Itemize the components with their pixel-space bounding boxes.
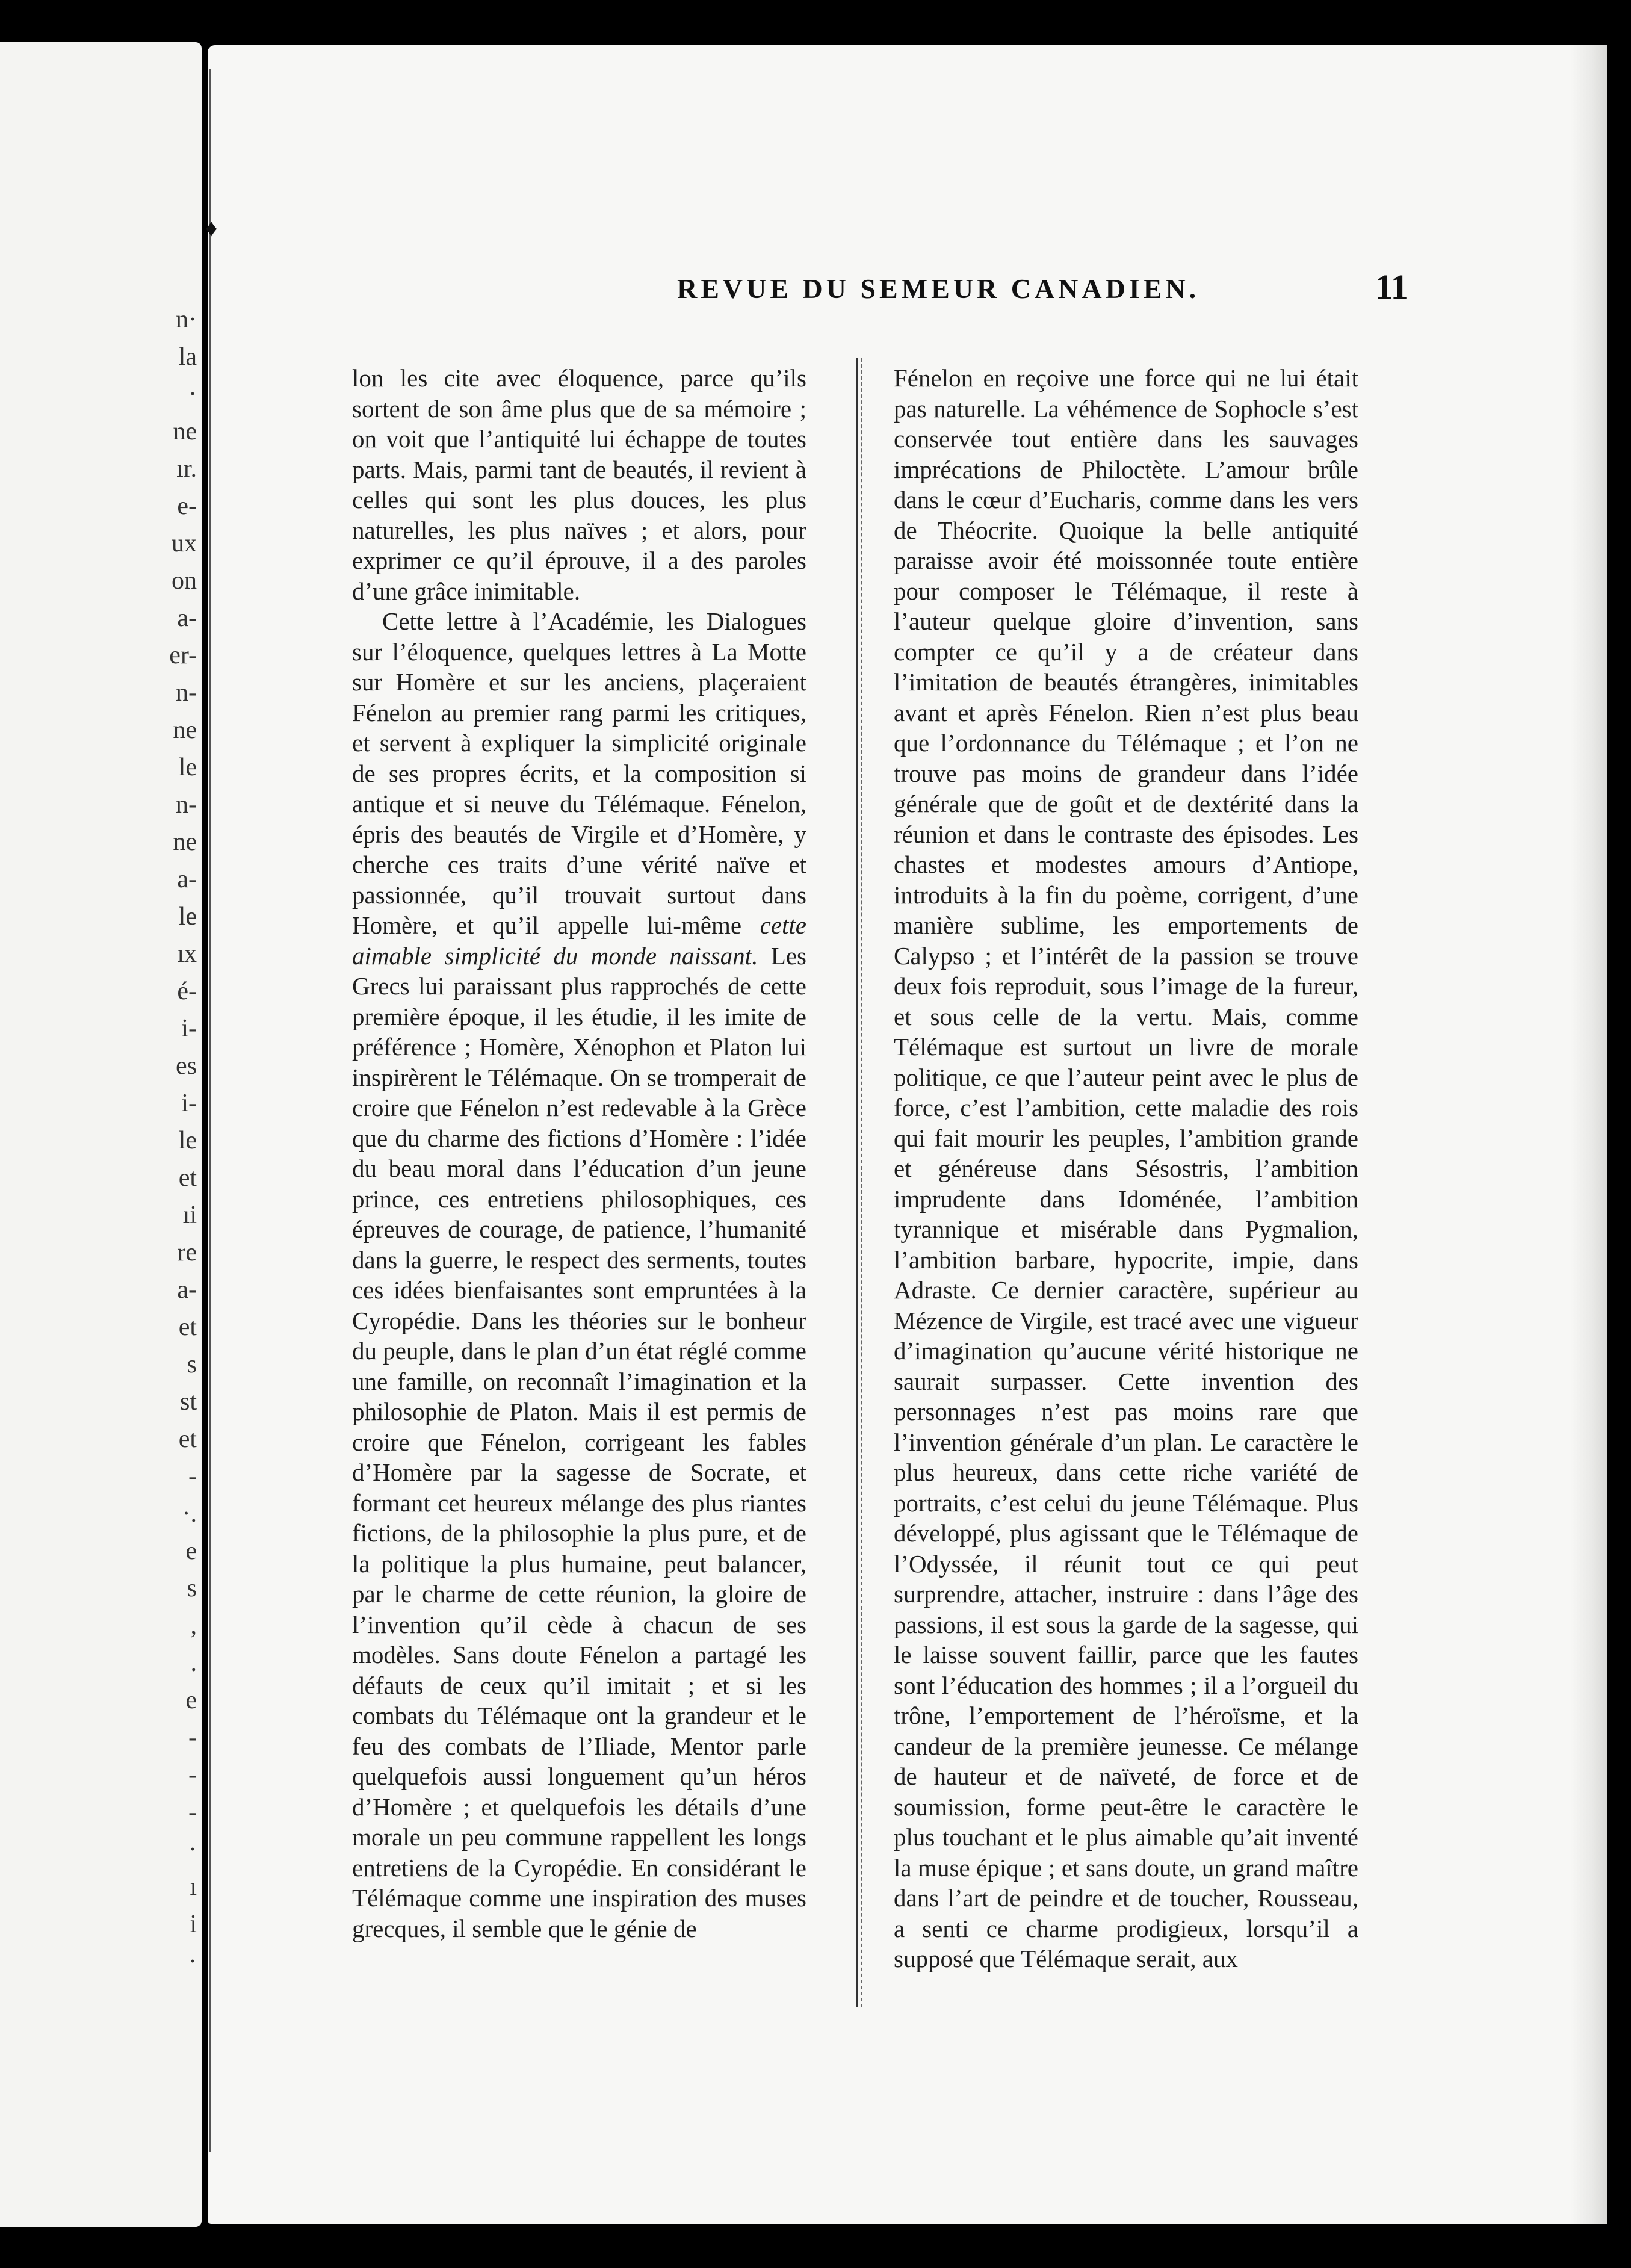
- facing-page-text-fragment: ıi: [182, 1201, 197, 1229]
- facing-page-text-fragment: ·: [188, 380, 197, 408]
- facing-page-text-fragment: i-: [181, 1089, 197, 1117]
- column-rule-dashed: [861, 358, 862, 2007]
- facing-page-text-fragment: et: [178, 1425, 197, 1453]
- facing-page-text-fragment: on: [172, 567, 197, 595]
- facing-page-text-fragment: i: [190, 1910, 197, 1938]
- facing-page-text-fragment: s: [187, 1575, 197, 1602]
- facing-page-fragment: [0, 42, 202, 2227]
- facing-page-text-fragment: le: [178, 1127, 197, 1154]
- facing-page-text-fragment: ux: [172, 530, 197, 557]
- facing-page-text-fragment: s: [187, 1351, 197, 1378]
- facing-page-text-fragment: -: [188, 1463, 197, 1490]
- page-number: 11: [1375, 267, 1408, 306]
- page-edge-shadow: [1571, 45, 1607, 2224]
- quotation-italic: cette aimable simplicité du monde naissant.: [352, 911, 807, 970]
- binding-edge: [209, 69, 211, 2152]
- facing-page-text-fragment: ne: [173, 828, 197, 856]
- facing-page-text-fragment: ne: [173, 418, 197, 445]
- facing-page-text-fragment: st: [179, 1388, 197, 1416]
- paragraph: [352, 606, 806, 1944]
- facing-page-text-fragment: le: [178, 903, 197, 931]
- paragraph-text: Cette lettre à l’Académie, les Dialogues sur l’éloquence, quelques lettres à La Motte sur Homère et sur les anciens, plaçeraient Fénelon au premier rang parmi les critiques, et servent à expliquer la simplicité originale de ses propres écrits, et la composition si antique et si neuve du Télémaque. Fénelon, épris des beautés de Virgile et d’Homère, y cherche ces traits d’une vérité naïve et passionnée, qu’il trouvait surtout dans Homère, et qu’il appelle lui-même: [352, 607, 806, 939]
- facing-page-text-fragment: e: [185, 1537, 197, 1565]
- paragraph: lon les cite avec éloquence, parce qu’ils sortent de son âme plus que de sa mémoire ; on voit que l’antiquité lui échappe de toutes parts. Mais, parmi tant de beautés, il revient à celles qui sont les plus douces, les plus naturelles, les plus naïves ; et alors, pour exprimer ce qu’il éprouve, il a des paroles d’une grâce inimitable.: [352, 364, 806, 605]
- facing-page-text-fragment: n·: [176, 306, 197, 333]
- running-head: REVUE DU SEMEUR CANADIEN.: [677, 273, 1200, 304]
- facing-page-text-fragment: re: [177, 1239, 197, 1266]
- facing-page-text-fragment: ·: [188, 1836, 197, 1864]
- facing-page-text-fragment: ·.: [182, 1500, 197, 1528]
- left-column: [352, 363, 806, 1944]
- binding-mark: ♦: [205, 214, 218, 241]
- facing-page-text-fragment: e-: [177, 492, 197, 520]
- paragraph-text: Les Grecs lui paraissant plus rapprochés de cette première époque, il les étudie, il les imite de préférence ; Homère, Xénophon et Platon lui inspirèrent le Télémaque. On se tromperait de croire que Fénelon n’est redevable à la Grèce que du charme des fictions d’Homère : l’idée du beau moral dans l’éducation d’un jeune prince, ces entretiens philosophiques, ces épreuves de courage, de patience, l’humanité dans la guerre, le respect des serments, toutes ces idées bienfaisantes sont empruntées à la Cyropédie. Dans les théories sur le bonheur du peuple, dans le plan d’un état réglé comme une famille, on reconnaît l’imagination et la philosophie de Platon. Mais il est permis de croire que Fénelon, corrigeant les fables d’Homère par la sagesse de Socrate, et formant cet heureux mélange des plus riantes fictions, de la philosophie la plus pure, et de la politique la plus humaine, peut balancer, par le charme de cette réunion, la gloire de l’invention qu’il cède à chacun de ses modèles. Sans doute Fénelon a partagé les défauts de ceux qu’il imitait ; et si les combats du Télémaque ont la grandeur et le feu des combats de l’Iliade, Mentor parle quelquefois aussi longuement qu’un héros d’Homère ; et quelquefois les détails d’une morale un peu commune rappellent les longs entretiens de la Cyropédie. En considérant le Télémaque comme une inspiration des muses grecques, il semble que le génie de: [352, 941, 806, 1942]
- facing-page-text-fragment: i-: [181, 1015, 197, 1043]
- facing-page-text-fragment: -: [188, 1761, 197, 1789]
- facing-page-text-fragment: er-: [169, 642, 197, 669]
- facing-page-text-fragment: n-: [176, 679, 197, 707]
- facing-page-text-fragment: ne: [173, 716, 197, 744]
- facing-page-text-fragment: -: [188, 1724, 197, 1752]
- facing-page-text-fragment: ı: [190, 1873, 197, 1901]
- facing-page-text-fragment: et: [178, 1164, 197, 1192]
- paragraph: Fénelon en reçoive une force qui ne lui était pas naturelle. La véhémence de Sophocle s’est conservée tout entière dans les sauvages imprécations de Philoctète. L’amour brûle dans le cœur d’Eucharis, comme dans les vers de Théocrite. Quoique la belle antiquité paraisse avoir été moissonnée toute entière pour composer le Télémaque, il reste à l’auteur quelque gloire d’invention, sans compter ce qu’il y a de créateur dans l’imitation de beautés étrangères, inimitables avant et après Fénelon. Rien n’est plus beau que l’ordonnance du Télémaque ; et l’on ne trouve pas moins de grandeur dans l’idée générale que de goût et de dextérité dans la réunion et dans le contraste des épisodes. Les chastes et modestes amours d’Antiope, introduits à la fin du poème, corrigent, d’une manière sublime, les emportements de Calypso ; et l’intérêt de la passion se trouve deux fois reproduit, sous l’image de la fureur, et sous celle de la vertu. Mais, comme Télémaque est surtout un livre de morale politique, ce que l’auteur peint avec le plus de force, c’est l’ambition, cette maladie des rois qui fait mourir les peuples, l’ambition grande et généreuse dans Sésostris, l’ambition imprudente dans Idoménée, l’ambition tyrannique et misérable dans Pygmalion, l’ambition barbare, hypocrite, impie, dans Adraste. Ce dernier caractère, supérieur au Mézence de Virgile, est tracé avec une vigueur d’imagination qu’aucune vérité historique ne saurait surpasser. Cette invention des personnages n’est pas moins rare que l’invention générale d’un plan. Le caractère le plus heureux, dans cette riche variété de portraits, c’est celui du jeune Télémaque. Plus développé, plus agissant que le Télémaque de l’Odyssée, il réunit tout ce qui peut surprendre, attacher, instruire : dans l’âge des passions, il est sous la garde de la sagesse, qui le laisse souvent faillir, parce que les fautes sont l’éducation des hommes ; il a l’orgueil du trône, l’emportement de l’héroïsme, et la candeur de la première jeunesse. Ce mélange de hauteur et de naïveté, de force et de soumission, forme peut-être le caractère le plus touchant et le plus aimable qu’ait inventé la muse épique ; et sans doute, un grand maître dans l’art de peindre et de toucher, Rousseau, a senti ce charme prodigieux, lorsqu’il a supposé que Télémaque serait, aux: [894, 364, 1358, 1972]
- book-page: [205, 45, 1607, 2224]
- facing-page-text-fragment: a-: [177, 604, 197, 632]
- facing-page-text-fragment: a-: [177, 1276, 197, 1304]
- facing-page-text-fragment: le: [178, 754, 197, 781]
- facing-page-text-fragment: es: [176, 1052, 197, 1080]
- right-column: [894, 363, 1358, 1974]
- facing-page-text-fragment: ıx: [177, 940, 197, 968]
- column-rule: [856, 358, 858, 2007]
- facing-page-text-fragment: ır.: [176, 455, 197, 483]
- facing-page-text-fragment: .: [190, 1649, 197, 1677]
- facing-page-text-fragment: la: [178, 343, 197, 371]
- facing-page-text-fragment: ,: [190, 1612, 197, 1640]
- facing-page-text-fragment: -: [188, 1799, 197, 1826]
- facing-page-text-fragment: e: [185, 1687, 197, 1714]
- facing-page-text-fragment: a-: [177, 866, 197, 893]
- facing-page-text-fragment: et: [178, 1313, 197, 1341]
- facing-page-text-fragment: ·: [188, 1948, 197, 1975]
- facing-page-text-fragment: n-: [176, 791, 197, 819]
- facing-page-text-fragment: é-: [177, 978, 197, 1005]
